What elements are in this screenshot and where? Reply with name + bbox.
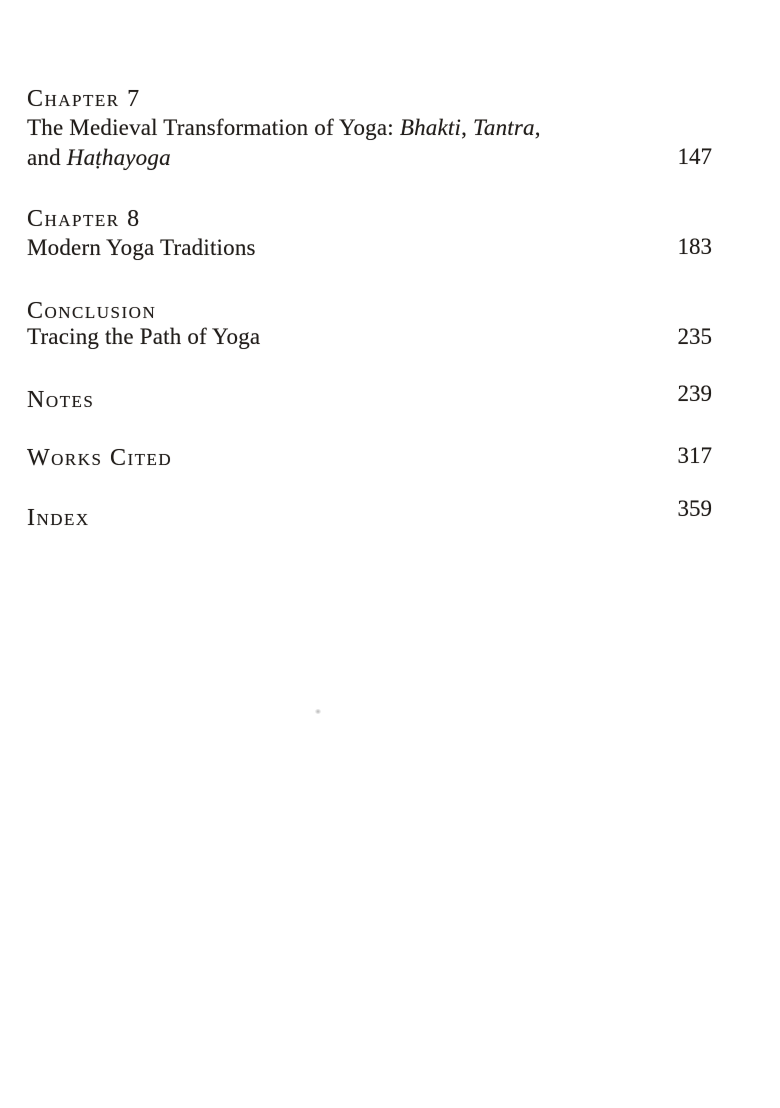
page-number-conclusion: 235 bbox=[677, 324, 712, 349]
title-segment: Tracing the Path of Yoga bbox=[27, 324, 261, 349]
title-segment-italic: Tantra bbox=[472, 115, 535, 140]
chapter-8-heading: Chapter 8 bbox=[27, 206, 141, 232]
chapter-7-title-line-1 bbox=[27, 116, 541, 139]
page-number-notes: 239 bbox=[677, 381, 712, 406]
title-segment: , bbox=[461, 115, 473, 140]
title-segment-italic: Haṭhayoga bbox=[66, 145, 171, 170]
title-segment: and bbox=[27, 145, 67, 170]
conclusion-heading: Conclusion bbox=[27, 298, 157, 324]
title-segment: , bbox=[534, 115, 541, 140]
notes-heading: Notes bbox=[27, 387, 95, 413]
page-number-chapter-7: 147 bbox=[677, 144, 712, 169]
title-segment: Modern Yoga Traditions bbox=[27, 235, 256, 260]
title-segment: The Medieval Transformation of Yoga: bbox=[27, 115, 400, 140]
title-segment-italic: Bhakti bbox=[399, 115, 462, 140]
page-number-works-cited: 317 bbox=[677, 443, 712, 468]
page-number-chapter-8: 183 bbox=[677, 234, 712, 259]
conclusion-title bbox=[27, 325, 260, 348]
chapter-7-heading: Chapter 7 bbox=[27, 86, 141, 112]
chapter-8-title bbox=[27, 236, 256, 259]
index-heading: Index bbox=[27, 505, 90, 531]
page-number-index: 359 bbox=[677, 496, 712, 521]
chapter-7-title-line-2 bbox=[27, 146, 171, 169]
scan-speck bbox=[315, 709, 321, 714]
works-cited-heading: Works Cited bbox=[27, 445, 173, 471]
